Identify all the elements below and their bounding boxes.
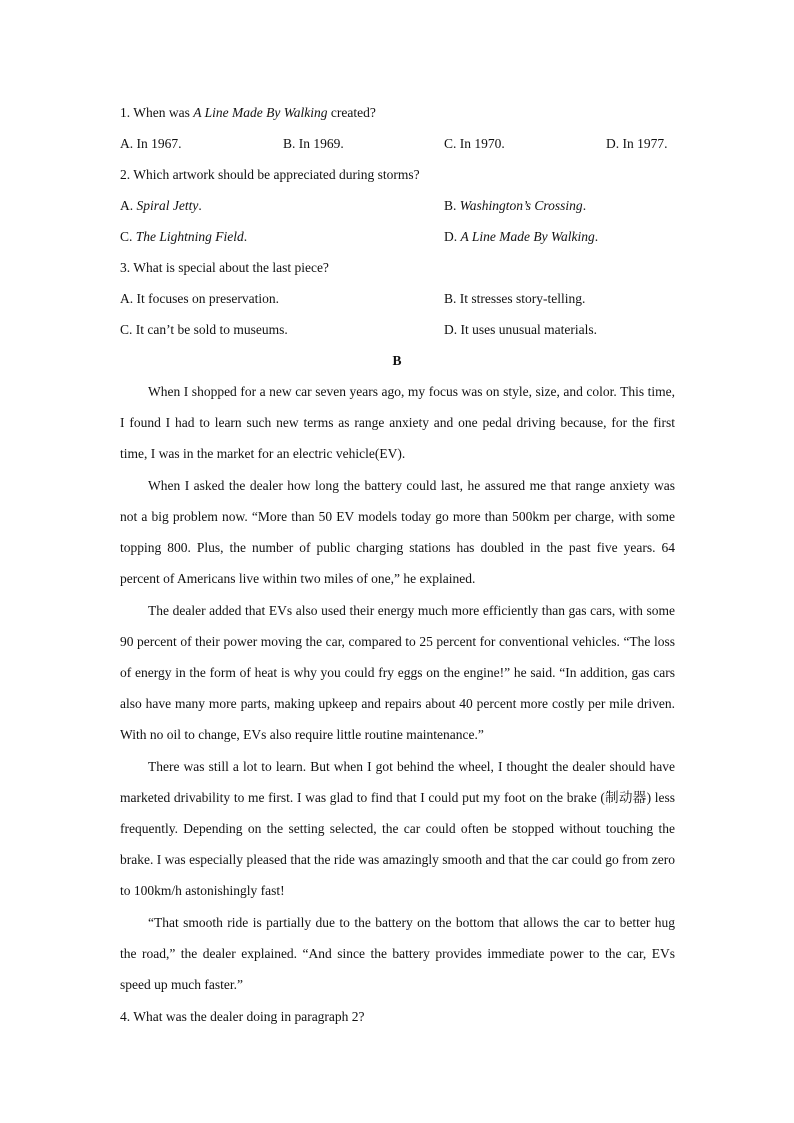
option-title: Spiral Jetty <box>136 198 199 213</box>
option-tail: . <box>594 229 599 244</box>
question-2-option-d <box>444 228 598 246</box>
passage-paragraph-4: There was still a lot to learn. But when I got behind the wheel, I thought the dealer should have marketed drivability to me first. I was glad to find that I could put my foot on the brake (制动器) less frequently. Depending on the setting selected, the car could often be stopped without touching the brake. I was especially pleased that the ride was amazingly smooth and that the car could go from zero to 100km/h astonishingly fast! <box>120 759 675 898</box>
question-3-option-a: A. It focuses on preservation. <box>120 291 279 306</box>
question-3-option-d: D. It uses unusual materials. <box>444 322 597 337</box>
option-title: Washington’s Crossing <box>459 198 583 213</box>
passage-paragraph-2: When I asked the dealer how long the battery could last, he assured me that range anxiety was not a big problem now. “More than 50 EV models today go more than 500km per charge, with some topping 800. Plus, the number of public charging stations has doubled in the past five years. 64 percent of Americans live within two miles of one,” he explained. <box>120 478 675 586</box>
question-1-stem-title: A Line Made By Walking <box>193 105 328 120</box>
question-1-option-c: C. In 1970. <box>444 136 505 151</box>
question-1-stem <box>120 104 676 122</box>
option-tail: . <box>198 198 202 213</box>
question-1-stem-post: created? <box>327 105 376 120</box>
question-2-option-a <box>120 197 202 215</box>
option-letter: C. <box>120 229 136 244</box>
question-4-stem: 4. What was the dealer doing in paragraph 2? <box>120 1009 365 1024</box>
question-3-stem: 3. What is special about the last piece? <box>120 260 329 275</box>
question-3-option-b: B. It stresses story-telling. <box>444 291 586 306</box>
question-3-option-c: C. It can’t be sold to museums. <box>120 322 288 337</box>
question-2-stem: 2. Which artwork should be appreciated during storms? <box>120 167 420 182</box>
passage-paragraph-5: “That smooth ride is partially due to the battery on the bottom that allows the car to better hug the road,” the dealer explained. “And since the battery provides immediate power to the car, EVs speed up much faster.” <box>120 915 675 992</box>
option-title: The Lightning Field <box>135 229 244 244</box>
option-title: A Line Made By Walking <box>460 229 595 244</box>
question-2-option-b <box>444 197 586 215</box>
question-1-option-a: A. In 1967. <box>120 136 182 151</box>
passage-paragraph-1: When I shopped for a new car seven years ago, my focus was on style, size, and color. This time, I found I had to learn such new terms as range anxiety and one pedal driving because, for the first time, I was in the market for an electric vehicle(EV). <box>120 384 675 461</box>
passage-paragraph-3: The dealer added that EVs also used their energy much more efficiently than gas cars, with some 90 percent of their power moving the car, compared to 25 percent for conventional vehicles. “The loss of energy in the form of heat is why you could fry eggs on the engine!” he said. “In addition, gas cars also have many more parts, making upkeep and repairs about 40 percent more costly per mile driven. With no oil to change, EVs also require little routine maintenance.” <box>120 603 675 742</box>
question-2-option-c <box>120 228 247 246</box>
question-1-option-d: D. In 1977. <box>606 136 668 151</box>
option-tail: . <box>243 229 248 244</box>
section-b-heading: B <box>392 353 402 368</box>
option-letter: D. <box>444 229 461 244</box>
option-tail: . <box>582 198 587 213</box>
option-letter: B. <box>444 198 460 213</box>
option-letter: A. <box>120 198 137 213</box>
question-1-stem-pre: 1. When was <box>120 105 194 120</box>
question-1-option-b: B. In 1969. <box>283 136 344 151</box>
